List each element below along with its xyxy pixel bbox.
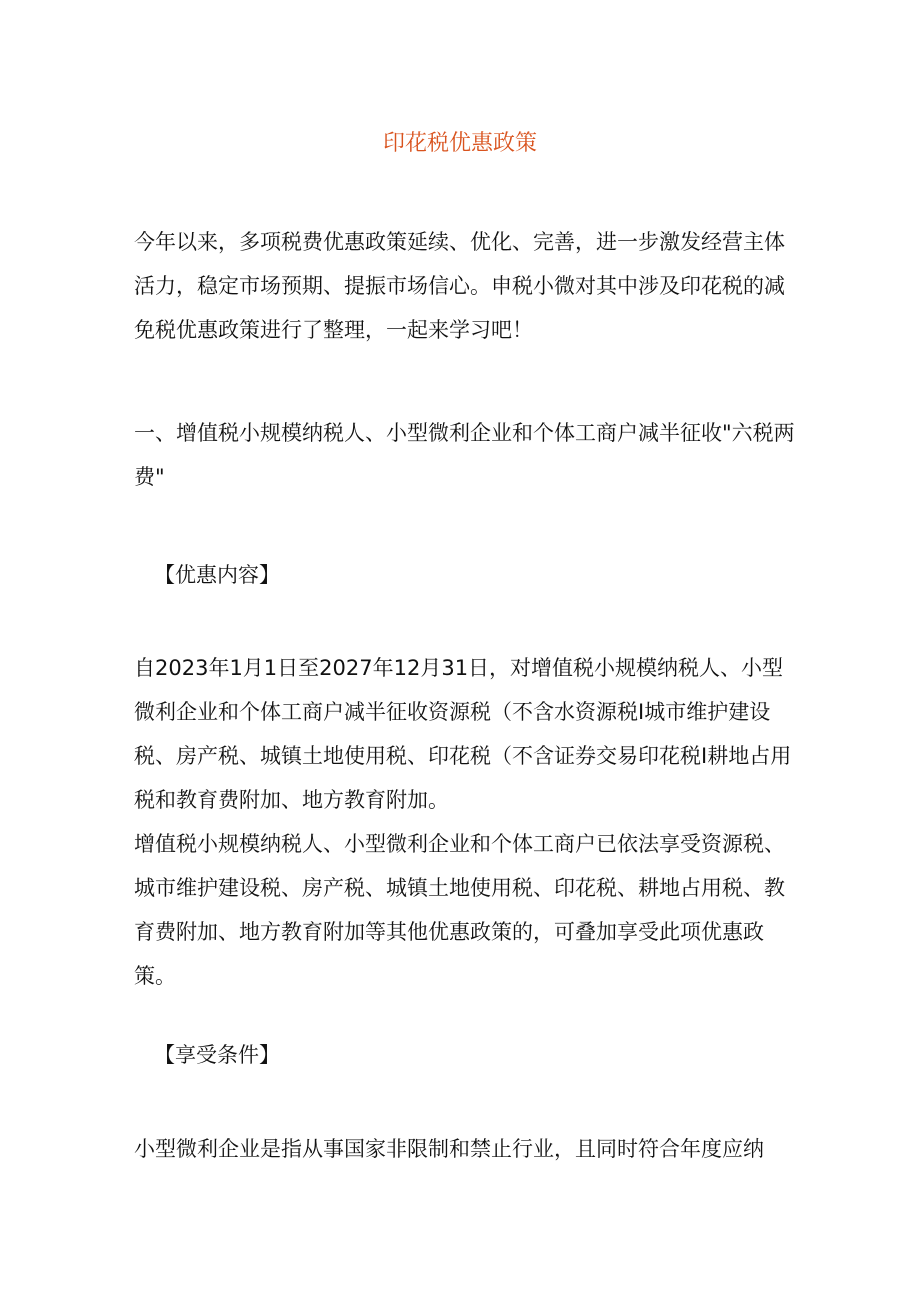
benefit-paragraph: 自2023年1月1日至2027年12月31日，对增值税小规模纳税人、小型微利企业和个体工商户减半征收资源税（不含水资源税I城市维护建设税、房产税、城镇土地使用税、印花税（不含证券交易印花税I耕地占用税和教育费附加、地方教育附加。 <box>134 656 792 812</box>
section-heading: 一、增值税小规模纳税人、小型微利企业和个体工商户减半征收"六税两费" <box>134 421 795 489</box>
eligibility-condition-paragraph: 小型微利企业是指从事国家非限制和禁止行业，且同时符合年度应纳 <box>134 1137 764 1161</box>
eligibility-condition-label: 【享受条件】 <box>154 1043 280 1067</box>
benefit-content-label: 【优惠内容】 <box>154 563 280 587</box>
document-title: 印花税优惠政策 <box>382 131 537 156</box>
intro-paragraph: 今年以来，多项税费优惠政策延续、优化、完善，进一步激发经营主体活力，稳定市场预期、提振市场信心。申税小微对其中涉及印花税的减免税优惠政策进行了整理，一起来学习吧！ <box>134 230 785 342</box>
cumulative-benefit-paragraph: 增值税小规模纳税人、小型微利企业和个体工商户已依法享受资源税、城市维护建设税、房产税、城镇土地使用税、印花税、耕地占用税、教育费附加、地方教育附加等其他优惠政策的，可叠加享受此项优惠政策。 <box>134 832 785 988</box>
